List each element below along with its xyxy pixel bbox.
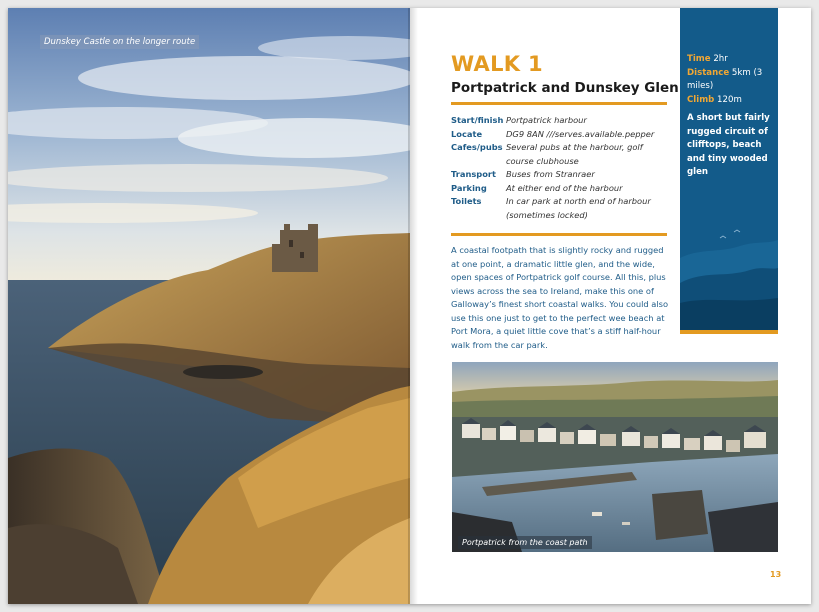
info-row-locate — [451, 128, 667, 142]
spine-gutter — [408, 8, 418, 604]
walk-summary: A short but fairly rugged circuit of clifftops, beach and tiny wooded glen — [687, 113, 770, 177]
harbour-photo — [452, 362, 778, 552]
info-rule — [451, 233, 667, 236]
info-value: Buses from Stranraer — [506, 169, 595, 179]
walk-intro-text: A coastal footpath that is slightly rocky and rugged at one point, a dramatic little glen, and the wide, open spaces of Portpatrick golf course. All this, plus views across the sea to Ireland, make this one of Galloway’s finest short coastal walks. You could also use this one just to get to the perfect wee beach at Port Mora, a quiet little cove that’s a stiff half-hour walk from the car park. — [451, 245, 669, 350]
info-key: Toilets — [451, 196, 482, 206]
page-number: 13 — [770, 570, 782, 579]
info-key: Locate — [451, 128, 483, 139]
stat-climb — [687, 94, 775, 108]
stat-value: 2hr — [713, 54, 728, 64]
sidebar-accent-bar — [680, 330, 778, 334]
info-key: Cafes/pubs — [451, 142, 503, 152]
walk-stats-sidebar — [680, 8, 778, 334]
walk-number: WALK 1 — [451, 52, 543, 76]
stat-label: Climb — [687, 94, 715, 105]
book-spread — [8, 8, 811, 604]
title-rule — [451, 102, 667, 105]
info-row-start — [451, 114, 667, 128]
info-value: Portpatrick harbour — [506, 115, 587, 125]
info-value: At either end of the harbour — [506, 182, 623, 193]
info-value: In car park at north end of harbour (sometimes locked) — [506, 196, 651, 220]
harbour-photo-caption: Portpatrick from the coast path — [458, 536, 592, 549]
info-key: Parking — [451, 182, 487, 193]
stat-value: 5km (3 miles) — [687, 67, 763, 91]
info-row-parking — [451, 182, 667, 196]
walk-stats — [687, 53, 775, 180]
stat-time — [687, 53, 775, 67]
info-row-transport — [451, 168, 667, 182]
stat-label: Distance — [687, 67, 730, 78]
stat-value: 120m — [717, 94, 742, 105]
walk-title: Portpatrick and Dunskey Glen — [451, 80, 679, 96]
left-photo-caption: Dunskey Castle on the longer route — [40, 35, 199, 49]
info-value: DG9 8AN ///serves.available.pepper — [506, 128, 655, 139]
info-key: Start/finish — [451, 115, 504, 125]
info-row-cafes — [451, 141, 667, 168]
info-key: Transport — [451, 169, 496, 179]
stat-distance — [687, 67, 775, 94]
stat-label: Time — [687, 54, 711, 64]
info-value: Several pubs at the harbour, golf course clubhouse — [506, 142, 643, 166]
info-row-toilets — [451, 195, 667, 222]
walk-info-table — [451, 114, 667, 222]
castle-cliff-photo — [8, 8, 410, 604]
